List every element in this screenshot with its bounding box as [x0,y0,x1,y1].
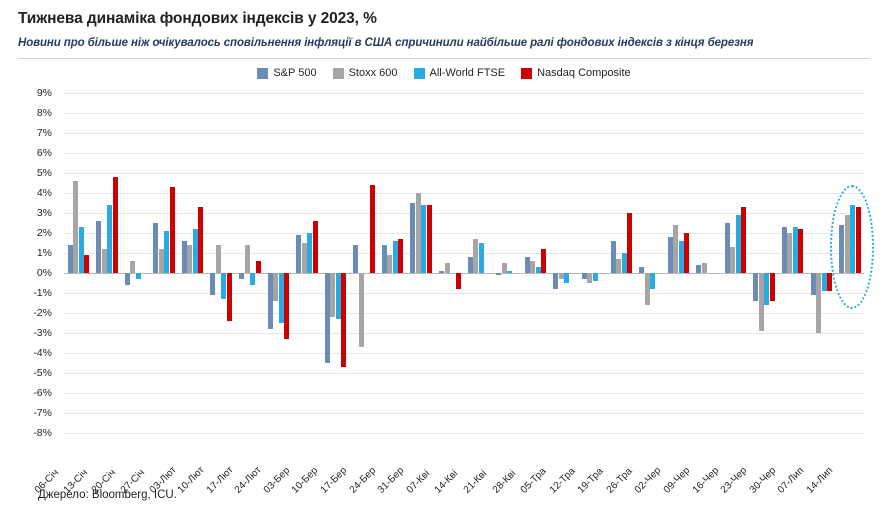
x-tick-label: 10-Бер [290,465,321,496]
bar [421,205,426,273]
bar [479,243,484,273]
bar [73,181,78,273]
bar [725,223,730,273]
y-tick-label: -8% [33,427,52,439]
source-note: Джерело: Bloomberg, ICU. [38,489,177,501]
bar [616,259,621,273]
bar-group [407,93,436,433]
y-tick-label: 3% [36,207,52,219]
bar [153,223,158,273]
bar [353,245,358,273]
x-tick-label: 19-Тра [576,465,606,496]
bar [650,273,655,289]
bar-group [836,93,865,433]
bar [96,221,101,273]
bar [456,273,461,289]
x-tick-label: 26-Тра [604,465,635,496]
x-tick-label: 21-Кві [461,468,490,496]
bar [187,245,192,273]
x-tick-label: 14-Кві [433,468,461,496]
x-tick-label: 24-Лют [233,464,265,496]
bar-group [521,93,550,433]
bar [410,203,415,273]
bar [273,273,278,301]
chart-legend [18,67,870,79]
bar [279,273,284,323]
legend-swatch-icon [414,68,425,79]
bar [245,245,250,273]
bar [296,235,301,273]
legend-item[interactable] [414,67,506,79]
bar [759,273,764,331]
bar-group [121,93,150,433]
x-tick-label: 30-Чер [747,465,779,496]
bar-group [207,93,236,433]
bar [330,273,335,317]
bar [639,267,644,273]
bar [741,207,746,273]
bar-group [607,93,636,433]
bar [502,263,507,273]
bar [856,207,861,273]
y-tick-label: -4% [33,347,52,359]
bar [787,233,792,273]
legend-label: Nasdaq Composite [537,67,631,79]
bar [696,265,701,273]
y-tick-label: -7% [33,407,52,419]
legend-swatch-icon [521,68,532,79]
bar [79,227,84,273]
bar-groups [64,93,864,433]
bar [816,273,821,333]
bar [798,229,803,273]
bar [496,273,501,275]
bar-group [178,93,207,433]
bar [507,271,512,273]
page-title: Тижнева динаміка фондових індексів у 2023, % [18,10,377,27]
bar-group [721,93,750,433]
bar [468,257,473,273]
bar [559,273,564,279]
bar [673,225,678,273]
bar-group [636,93,665,433]
bar [782,227,787,273]
legend-item[interactable] [333,67,398,79]
bar [627,213,632,273]
bar [198,207,203,273]
bar-group [693,93,722,433]
bar [170,187,175,273]
bar [530,261,535,273]
bar-group [436,93,465,433]
bar [221,273,226,299]
bar [284,273,289,339]
bar [227,273,232,321]
legend-swatch-icon [257,68,268,79]
x-tick-label: 17-Бер [318,465,350,496]
x-tick-label: 10-Лют [175,464,207,496]
header-divider [18,58,870,59]
bar [416,193,421,273]
bar [164,231,169,273]
bar [84,255,89,273]
bar [702,263,707,273]
bar [736,215,741,273]
x-tick-label: 12-Тра [547,465,578,496]
x-tick-label: 20-Січ [90,467,119,496]
bar-group [664,93,693,433]
bar [313,221,318,273]
plot-area [64,93,864,433]
bar [564,273,569,283]
x-tick-label: 17-Лют [204,464,236,496]
bar [398,239,403,273]
bar-group [378,93,407,433]
bar [130,261,135,273]
legend-item[interactable] [521,67,631,79]
bar-group [93,93,122,433]
y-tick-label: -5% [33,367,52,379]
y-tick-label: 0% [36,267,52,279]
bar [268,273,273,329]
page-subtitle: Новини про більше ніж очікувалось сповільнення інфляції в США спричинили найбільше ралі фондових індексів з кінця березня [18,37,754,49]
bar [582,273,587,279]
x-tick-label: 13-Січ [61,467,90,496]
bar-group [493,93,522,433]
bar [668,237,673,273]
bar [730,247,735,273]
x-tick-label: 16-Чер [690,465,721,496]
bar [473,239,478,273]
bar-group [778,93,807,433]
bar [107,205,112,273]
legend-swatch-icon [333,68,344,79]
x-tick-label: 24-Бер [347,465,378,496]
y-tick-label: 2% [36,227,52,239]
y-tick-label: 5% [36,167,52,179]
bar-group [350,93,379,433]
bar [525,257,530,273]
bar [102,249,107,273]
bar [645,273,650,305]
bar [445,263,450,273]
bar-group [807,93,836,433]
bar [764,273,769,305]
bar [302,243,307,273]
bar [822,273,827,291]
bar [684,233,689,273]
x-tick-label: 07-Лип [776,465,807,496]
bar-group [578,93,607,433]
bar-group [550,93,579,433]
bar [536,267,541,273]
bar [679,241,684,273]
bar-group [464,93,493,433]
bar [336,273,341,319]
bar [325,273,330,363]
bar [850,205,855,273]
bar [210,273,215,295]
y-tick-label: -6% [33,387,52,399]
bar [307,233,312,273]
x-tick-label: 28-Кві [490,468,518,496]
y-tick-label: 8% [36,107,52,119]
y-tick-label: 1% [36,247,52,259]
bar [439,271,444,273]
y-tick-label: 7% [36,127,52,139]
bar [593,273,598,281]
bar [611,241,616,273]
bar [811,273,816,295]
x-tick-label: 14-Лип [804,465,836,496]
bar-group [264,93,293,433]
bar-group [64,93,93,433]
bar [136,273,141,279]
bar [250,273,255,285]
bar [827,273,832,291]
bar [113,177,118,273]
x-tick-label: 03-Бер [261,465,293,496]
bar [587,273,592,283]
bar [427,205,432,273]
bar-group [235,93,264,433]
y-axis-labels [18,87,58,439]
bar [753,273,758,301]
bar-group [150,93,179,433]
bar-group [321,93,350,433]
y-tick-label: 4% [36,187,52,199]
x-tick-label: 09-Чер [661,465,693,496]
x-tick-label: 27-Січ [118,467,148,496]
bar [770,273,775,301]
y-tick-label: 6% [36,147,52,159]
bar [68,245,73,273]
bar-group [750,93,779,433]
bar [393,241,398,273]
bar [159,249,164,273]
x-tick-label: 23-Чер [718,465,750,496]
x-tick-label: 06-Січ [33,467,62,496]
y-tick-label: -2% [33,307,52,319]
y-tick-label: 9% [36,87,52,99]
bar [839,225,844,273]
bar [541,249,546,273]
legend-label: Stoxx 600 [348,67,398,79]
y-tick-label: -1% [33,287,52,299]
bar-group [293,93,322,433]
bar [341,273,346,367]
bar [793,227,798,273]
y-tick-label: -3% [33,327,52,339]
bar [125,273,130,285]
bar [256,261,261,273]
x-tick-label: 05-Тра [518,465,549,496]
bar [845,215,850,273]
bar [622,253,627,273]
gridline [64,433,864,434]
x-tick-label: 02-Чер [633,465,664,496]
bar [387,255,392,273]
legend-label: S&P 500 [273,67,317,79]
legend-label: All-World FTSE [429,67,506,79]
x-tick-label: 03-Лют [147,464,179,496]
bar [382,245,387,273]
legend-item[interactable] [257,67,316,79]
bar [370,185,375,273]
bar [239,273,244,279]
bar [193,229,198,273]
bar [553,273,558,289]
bar [182,241,187,273]
x-tick-label: 31-Бер [375,465,407,496]
x-tick-cell [804,435,865,496]
bar [216,245,221,273]
x-tick-label: 07-Кві [404,468,432,496]
bar [359,273,364,347]
